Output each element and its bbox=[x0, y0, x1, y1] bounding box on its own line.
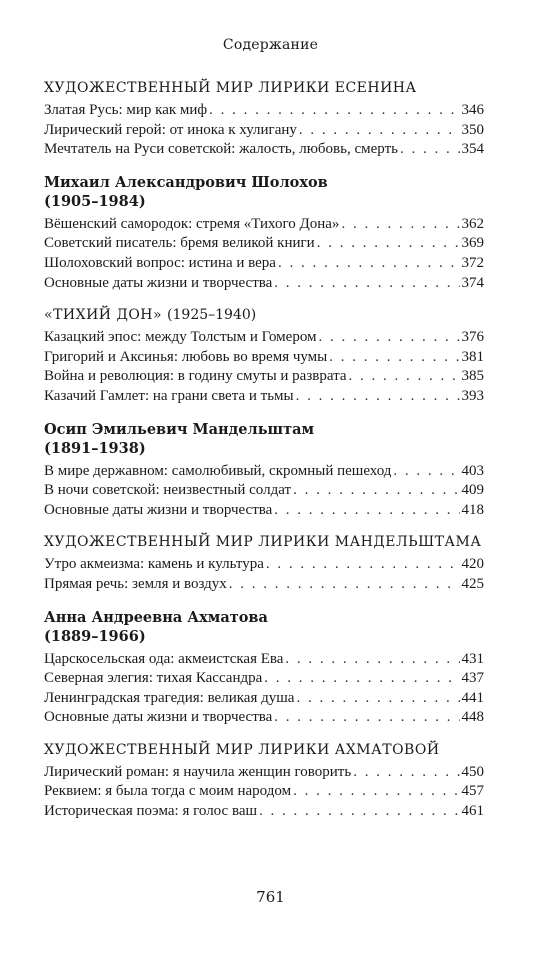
author-years: (1889–1966) bbox=[44, 627, 146, 645]
toc-entry-page: 393 bbox=[461, 387, 484, 404]
section-heading bbox=[44, 306, 484, 324]
toc-entry-title: Северная элегия: тихая Кассандра bbox=[44, 670, 263, 687]
toc-entry[interactable] bbox=[44, 101, 484, 121]
toc-entry-page: 448 bbox=[461, 709, 484, 726]
toc-entry-page: 381 bbox=[461, 348, 484, 365]
toc-entry-page: 350 bbox=[461, 121, 484, 138]
author-heading bbox=[44, 420, 484, 458]
toc-section bbox=[44, 420, 484, 521]
toc-entry-title: Лирический герой: от инока к хулигану bbox=[44, 121, 297, 138]
dot-leader bbox=[266, 555, 460, 575]
section-heading-years: (1925–1940) bbox=[167, 307, 257, 324]
toc-entry-page: 403 bbox=[461, 462, 484, 479]
toc-entry-title: Казачий Гамлет: на грани света и тьмы bbox=[44, 387, 294, 404]
toc-entry[interactable] bbox=[44, 782, 484, 802]
dot-leader bbox=[274, 501, 459, 521]
toc-entry[interactable] bbox=[44, 501, 484, 521]
author-years: (1891–1938) bbox=[44, 439, 146, 457]
toc-entry-title: Царскосельская ода: акмеистская Ева bbox=[44, 650, 284, 667]
toc-entry-title: Мечтатель на Руси советской: жалость, любовь, смерть bbox=[44, 141, 398, 158]
toc-section bbox=[44, 608, 484, 728]
dot-leader bbox=[278, 254, 460, 274]
author-name: Осип Эмильевич Мандельштам bbox=[44, 420, 315, 438]
dot-leader bbox=[293, 782, 459, 802]
toc-entry-title: Основные даты жизни и творчества bbox=[44, 501, 273, 518]
dot-leader bbox=[341, 215, 459, 235]
toc-entry[interactable] bbox=[44, 328, 484, 348]
toc-entry-page: 431 bbox=[461, 650, 484, 667]
dot-leader bbox=[317, 234, 460, 254]
section-heading-text: ХУДОЖЕСТВЕННЫЙ МИР ЛИРИКИ ЕСЕНИНА bbox=[44, 80, 417, 96]
section-heading-text: ХУДОЖЕСТВЕННЫЙ МИР ЛИРИКИ АХМАТОВОЙ bbox=[44, 741, 440, 758]
toc-section bbox=[44, 533, 484, 594]
toc-entry-title: В мире державном: самолюбивый, скромный пешеход bbox=[44, 462, 392, 479]
dot-leader bbox=[319, 328, 460, 348]
author-name: Михаил Александрович Шолохов bbox=[44, 173, 328, 191]
dot-leader bbox=[296, 387, 460, 407]
running-header: Содержание bbox=[222, 37, 319, 53]
toc-entry[interactable] bbox=[44, 254, 484, 274]
toc-entry-title: Реквием: я была тогда с моим народом bbox=[44, 783, 292, 800]
toc-entry[interactable] bbox=[44, 274, 484, 294]
toc-entry[interactable] bbox=[44, 462, 484, 482]
toc-section bbox=[44, 79, 484, 160]
toc-entry-page: 409 bbox=[461, 482, 484, 499]
toc-entry-title: Шолоховский вопрос: истина и вера bbox=[44, 254, 276, 271]
dot-leader bbox=[400, 140, 460, 160]
toc-entry-page: 376 bbox=[461, 329, 484, 346]
toc-entry-page: 461 bbox=[461, 803, 484, 820]
toc-entry[interactable] bbox=[44, 367, 484, 387]
toc-entry-title: Прямая речь: земля и воздух bbox=[44, 575, 227, 592]
toc-entry-title: Ленинградская трагедия: великая душа bbox=[44, 689, 295, 706]
dot-leader bbox=[353, 763, 459, 783]
toc-entry[interactable] bbox=[44, 215, 484, 235]
toc-entry-title: Советский писатель: бремя великой книги bbox=[44, 235, 315, 252]
dot-leader bbox=[296, 689, 459, 709]
dot-leader bbox=[274, 708, 459, 728]
toc-entry-title: Златая Русь: мир как миф bbox=[44, 102, 208, 118]
toc-entry[interactable] bbox=[44, 650, 484, 670]
toc-entry-title: В ночи советской: неизвестный солдат bbox=[44, 482, 292, 499]
author-name: Анна Андреевна Ахматова bbox=[44, 608, 268, 626]
author-heading bbox=[44, 173, 484, 211]
author-heading bbox=[44, 608, 484, 646]
toc-entry-title: Основные даты жизни и творчества bbox=[44, 274, 273, 291]
toc-entry-title: Основные даты жизни и творчества bbox=[44, 709, 273, 726]
toc-entry-page: 362 bbox=[461, 215, 484, 232]
toc-entry-page: 374 bbox=[461, 274, 484, 291]
dot-leader bbox=[274, 274, 459, 294]
toc-entry[interactable] bbox=[44, 387, 484, 407]
toc-entry-title: Казацкий эпос: между Толстым и Гомером bbox=[44, 329, 317, 346]
toc-section bbox=[44, 173, 484, 293]
section-heading-text: ХУДОЖЕСТВЕННЫЙ МИР ЛИРИКИ МАНДЕЛЬШТАМА bbox=[44, 534, 482, 551]
section-heading bbox=[44, 79, 484, 97]
toc-entry[interactable] bbox=[44, 481, 484, 501]
toc-entry[interactable] bbox=[44, 669, 484, 689]
toc-entry-page: 441 bbox=[461, 689, 484, 706]
dot-leader bbox=[393, 462, 459, 482]
toc-entry-page: 354 bbox=[461, 141, 484, 158]
section-heading bbox=[44, 533, 484, 551]
toc-entry-title: Вёшенский самородок: стремя «Тихого Дона» bbox=[44, 215, 340, 232]
dot-leader bbox=[299, 121, 460, 141]
table-of-contents bbox=[44, 79, 484, 835]
toc-entry[interactable] bbox=[44, 763, 484, 783]
toc-entry-page: 425 bbox=[461, 575, 484, 592]
toc-entry-page: 437 bbox=[461, 670, 484, 687]
toc-entry-page: 457 bbox=[461, 783, 484, 800]
toc-entry-page: 420 bbox=[461, 556, 484, 573]
toc-entry[interactable] bbox=[44, 689, 484, 709]
toc-entry[interactable] bbox=[44, 802, 484, 822]
toc-entry[interactable] bbox=[44, 348, 484, 368]
toc-entry-page: 385 bbox=[461, 368, 484, 385]
toc-entry-title: Утро акмеизма: камень и культура bbox=[44, 556, 264, 573]
toc-entry-page: 346 bbox=[461, 102, 484, 118]
toc-entry-title: Лирический роман: я научила женщин говорить bbox=[44, 763, 352, 780]
toc-section bbox=[44, 306, 484, 406]
toc-entry[interactable] bbox=[44, 140, 484, 160]
dot-leader bbox=[329, 348, 459, 368]
toc-entry[interactable] bbox=[44, 555, 484, 575]
toc-entry[interactable] bbox=[44, 234, 484, 254]
dot-leader bbox=[259, 802, 459, 822]
dot-leader bbox=[209, 101, 459, 121]
toc-entry-page: 372 bbox=[461, 254, 484, 271]
toc-entry-title: Историческая поэма: я голос ваш bbox=[44, 803, 258, 820]
toc-entry[interactable] bbox=[44, 575, 484, 595]
page-number: 761 bbox=[256, 888, 285, 906]
toc-entry[interactable] bbox=[44, 121, 484, 141]
toc-entry-title: Григорий и Аксинья: любовь во время чумы bbox=[44, 348, 328, 365]
dot-leader bbox=[229, 575, 460, 595]
toc-entry-page: 369 bbox=[461, 235, 484, 252]
toc-entry[interactable] bbox=[44, 708, 484, 728]
section-heading-text: «ТИХИЙ ДОН» bbox=[44, 307, 163, 324]
dot-leader bbox=[349, 367, 460, 387]
dot-leader bbox=[293, 481, 459, 501]
toc-section bbox=[44, 741, 484, 822]
toc-entry-page: 418 bbox=[461, 501, 484, 518]
author-years: (1905–1984) bbox=[44, 192, 146, 210]
toc-entry-page: 450 bbox=[461, 763, 484, 780]
toc-entry-title: Война и революция: в годину смуты и разврата bbox=[44, 368, 347, 385]
dot-leader bbox=[264, 669, 459, 689]
dot-leader bbox=[285, 650, 459, 670]
section-heading bbox=[44, 741, 484, 759]
